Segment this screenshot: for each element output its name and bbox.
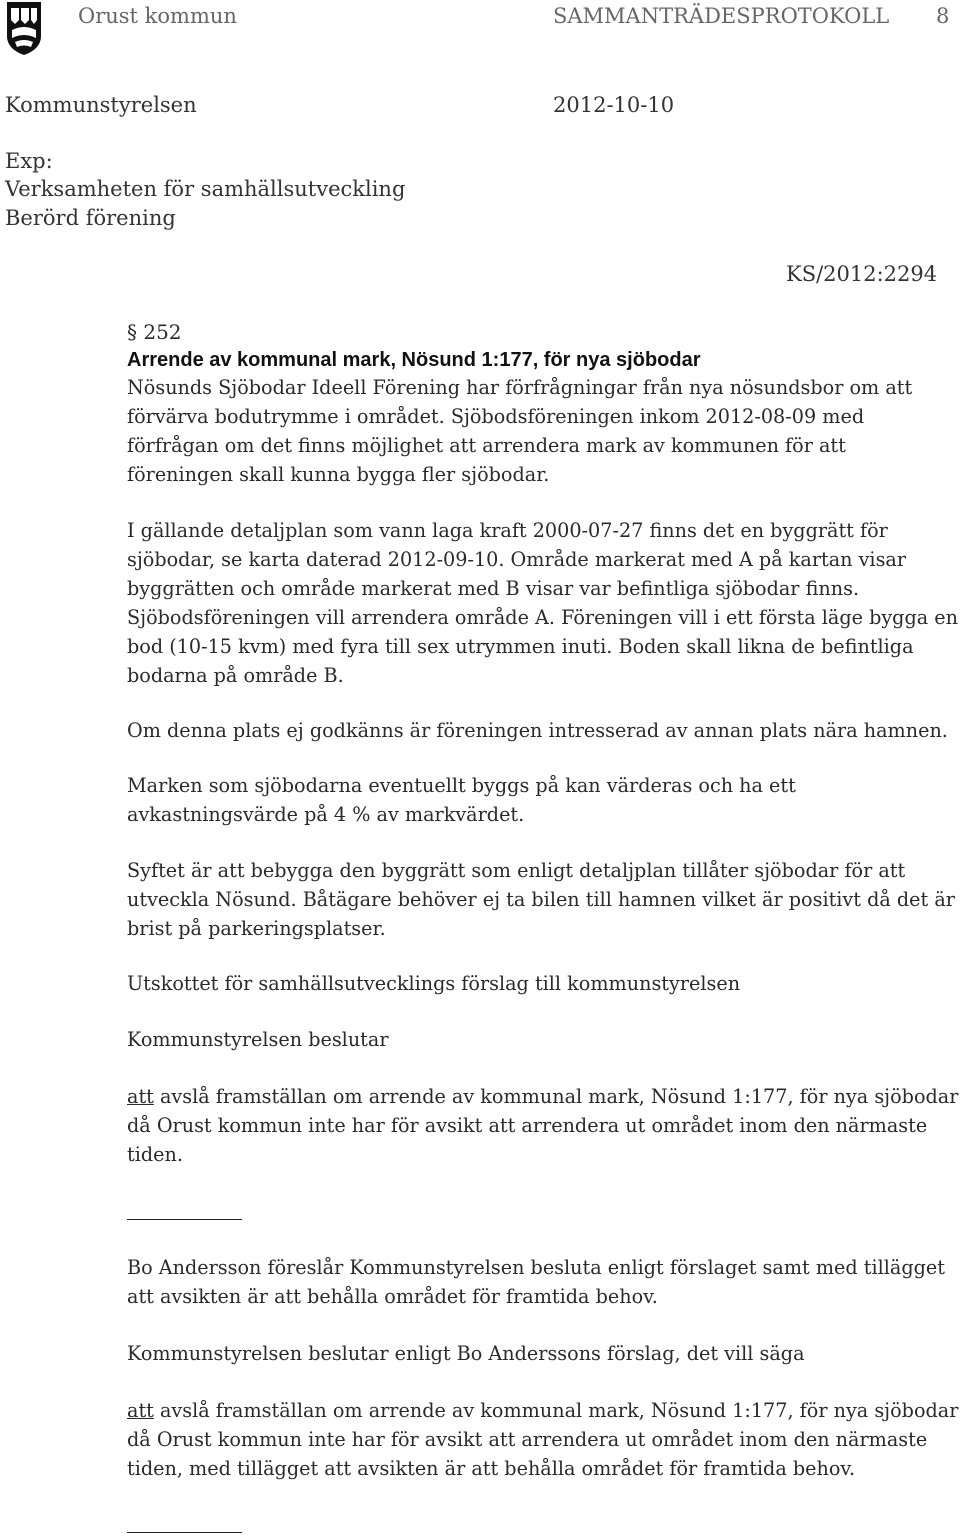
text-line: Bo Andersson föreslår Kommunstyrelsen besluta enligt förslaget samt med tillägget xyxy=(127,1256,945,1279)
text-line: byggrätten och område markerat med B visar var befintliga sjöbodar finns. xyxy=(127,577,860,600)
text-line: sjöbodar, se karta daterad 2012-09-10. Område markerat med A på kartan visar xyxy=(127,548,907,571)
document-type: SAMMANTRÄDESPROTOKOLL xyxy=(553,4,890,28)
committee-proposal-heading xyxy=(127,969,957,998)
att-keyword: att xyxy=(127,1085,154,1108)
text-line: då Orust kommun inte har för avsikt att arrendera ut området inom den närmaste xyxy=(127,1428,928,1451)
text-line: Utskottet för samhällsutvecklings förslag till kommunstyrelsen xyxy=(127,972,741,995)
text-line: då Orust kommun inte har för avsikt att arrendera ut området inom den närmaste xyxy=(127,1114,928,1137)
text-line: föreningen skall kunna bygga fler sjöbodar. xyxy=(127,463,550,486)
text-line: bod (10-15 kvm) med fyra till sex utrymmen inuti. Boden skall likna de befintliga xyxy=(127,635,914,658)
section-number xyxy=(127,318,182,347)
section-symbol: § xyxy=(127,320,137,344)
text-line: Marken som sjöbodarna eventuellt byggs på kan värderas och ha ett xyxy=(127,774,796,797)
paragraph-purpose xyxy=(127,856,957,943)
separator-rule xyxy=(127,1219,242,1220)
paragraph-alternative-site xyxy=(127,716,957,745)
decision-heading xyxy=(127,1025,957,1054)
separator-rule xyxy=(127,1532,242,1533)
paragraph-background xyxy=(127,373,957,489)
decision-text: avslå framställan om arrende av kommunal mark, Nösund 1:177, för nya sjöbodar xyxy=(153,1399,959,1422)
paragraph-detailplan xyxy=(127,516,957,690)
text-line: Om denna plats ej godkänns är föreningen intresserad av annan plats nära hamnen. xyxy=(127,719,948,742)
text-line: Syftet är att bebygga den byggrätt som enligt detaljplan tillåter sjöbodar för att xyxy=(127,859,906,882)
text-line: att avsikten är att behålla området för framtida behov. xyxy=(127,1285,658,1308)
amendment-proposal xyxy=(127,1253,957,1311)
org-name: Orust kommun xyxy=(78,4,237,28)
section-number-value: 252 xyxy=(143,320,182,344)
text-line: Kommunstyrelsen beslutar enligt Bo Anderssons förslag, det vill säga xyxy=(127,1342,805,1365)
text-line: avkastningsvärde på 4 % av markvärdet. xyxy=(127,803,525,826)
text-line: brist på parkeringsplatser. xyxy=(127,917,386,940)
section-title: Arrende av kommunal mark, Nösund 1:177, för nya sjöbodar xyxy=(127,349,701,371)
municipality-coat-of-arms-icon xyxy=(5,0,43,57)
paragraph-land-value xyxy=(127,771,957,829)
case-number: KS/2012:2294 xyxy=(786,262,938,286)
page-number: 8 xyxy=(936,4,950,28)
distribution-recipient: Berörd förening xyxy=(5,206,176,230)
text-line xyxy=(127,1396,957,1425)
meeting-date: 2012-10-10 xyxy=(553,93,675,117)
text-line: förfrågan om det finns möjlighet att arrendera mark av kommunen för att xyxy=(127,434,846,457)
board-name: Kommunstyrelsen xyxy=(5,93,197,117)
final-decision-heading xyxy=(127,1339,957,1368)
proposed-decision xyxy=(127,1082,957,1169)
text-line: Kommunstyrelsen beslutar xyxy=(127,1028,389,1051)
decision-text: avslå framställan om arrende av kommunal mark, Nösund 1:177, för nya sjöbodar xyxy=(153,1085,959,1108)
text-line: Nösunds Sjöbodar Ideell Förening har förfrågningar från nya nösundsbor om att xyxy=(127,376,913,399)
text-line: tiden. xyxy=(127,1143,183,1166)
final-decision xyxy=(127,1396,957,1483)
text-line: förvärva bodutrymme i området. Sjöbodsföreningen inkom 2012-08-09 med xyxy=(127,405,865,428)
text-line: tiden, med tillägget att avsikten är att behålla området för framtida behov. xyxy=(127,1457,856,1480)
att-keyword: att xyxy=(127,1399,154,1422)
text-line: I gällande detaljplan som vann laga kraft 2000-07-27 finns det en byggrätt för xyxy=(127,519,888,542)
distribution-label: Exp: xyxy=(5,149,53,173)
text-line: bodarna på område B. xyxy=(127,664,344,687)
text-line: utveckla Nösund. Båtägare behöver ej ta bilen till hamnen vilket är positivt då det är xyxy=(127,888,955,911)
text-line xyxy=(127,1082,957,1111)
text-line: Sjöbodsföreningen vill arrendera område A. Föreningen vill i ett första läge bygga en xyxy=(127,606,959,629)
distribution-recipient: Verksamheten för samhällsutveckling xyxy=(5,177,406,201)
